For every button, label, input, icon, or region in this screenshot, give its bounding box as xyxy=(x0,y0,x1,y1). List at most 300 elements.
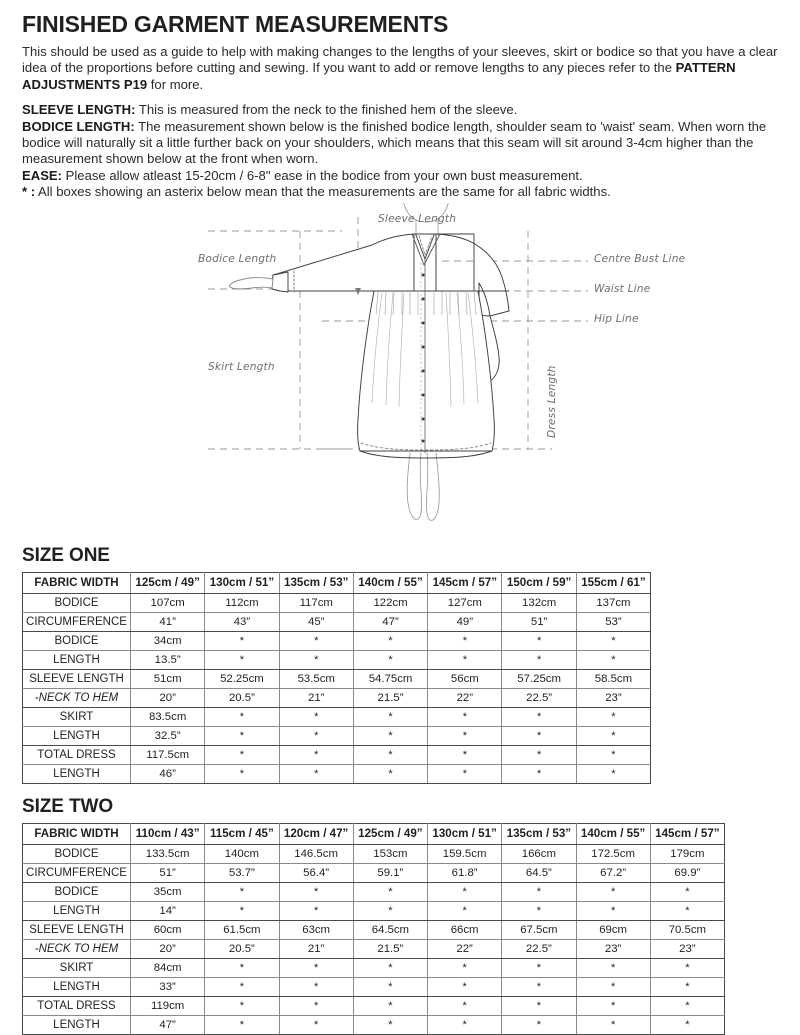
sleeve-length-callout: Sleeve Length xyxy=(378,212,457,225)
hip-line-callout: Hip Line xyxy=(594,312,639,325)
pattern-adjustments-reference: PATTERN ADJUSTMENTS P19 xyxy=(22,60,736,92)
asterisk-marker: * xyxy=(313,999,319,1012)
row-label: LENGTH xyxy=(23,764,131,783)
table-cell xyxy=(650,977,724,996)
sleeve-length-paragraph xyxy=(22,102,778,118)
table-cell: 23” xyxy=(576,939,650,958)
table-cell xyxy=(205,650,279,669)
asterisk-marker: * xyxy=(314,634,319,647)
table-cell xyxy=(353,996,427,1015)
table-cell: 56cm xyxy=(428,669,502,688)
table-cell xyxy=(650,996,724,1015)
table-cell xyxy=(576,996,650,1015)
asterisk-marker: * xyxy=(462,748,467,761)
asterisk-marker: * xyxy=(462,634,467,647)
asterisk-marker: * xyxy=(388,904,393,917)
table-cell xyxy=(428,901,502,920)
row-label: LENGTH xyxy=(23,726,131,745)
bodice-length-text: The measurement shown below is the finished bodice length, shoulder seam to 'waist' seam. When worn the bodice will naturally sit a little further back on your shoulders, which means that this seam will sit around 3-4cm higher than the measurement shown below at the front when worn. xyxy=(22,118,767,167)
table-cell: 53” xyxy=(576,612,650,631)
table-row xyxy=(23,726,651,745)
row-label: TOTAL DRESS xyxy=(23,996,131,1015)
asterisk-marker: * xyxy=(610,1018,616,1031)
asterisk-marker: * xyxy=(313,980,319,993)
intro-tail-text: for more. xyxy=(147,76,204,92)
table-cell: 51” xyxy=(502,612,576,631)
table-cell xyxy=(279,958,353,977)
asterisk-marker: * xyxy=(685,961,690,974)
table-row xyxy=(23,882,725,901)
table-cell: 43” xyxy=(205,612,279,631)
table-cell xyxy=(205,882,279,901)
table-cell: 117cm xyxy=(279,593,353,612)
asterisk-marker: * xyxy=(388,653,393,666)
asterisk-marker: * xyxy=(239,767,245,780)
row-label: BODICE xyxy=(23,844,131,863)
centre-bust-line-callout: Centre Bust Line xyxy=(594,252,686,265)
table-cell xyxy=(502,631,576,650)
table-cell xyxy=(428,996,502,1015)
row-label: SLEEVE LENGTH xyxy=(23,920,131,939)
table-row xyxy=(23,958,725,977)
ease-label: EASE: xyxy=(22,167,63,183)
table-cell: 70.5cm xyxy=(650,920,724,939)
table-cell: 35cm xyxy=(131,882,205,901)
asterisk-marker: * xyxy=(239,729,245,742)
asterisk-marker: * xyxy=(611,653,616,666)
asterix-label: * : xyxy=(22,184,36,200)
dress-garment xyxy=(229,234,509,458)
asterisk-marker: * xyxy=(239,634,245,647)
asterisk-marker: * xyxy=(611,767,616,780)
asterisk-marker: * xyxy=(462,767,467,780)
table-cell: 61.8” xyxy=(428,863,502,882)
asterisk-marker: * xyxy=(536,653,542,666)
table-cell: 32.5” xyxy=(131,726,205,745)
column-header-size-two-6: 140cm / 55” xyxy=(576,823,650,844)
asterisk-marker: * xyxy=(388,885,393,898)
table-cell: 47” xyxy=(353,612,427,631)
table-cell xyxy=(576,745,650,764)
row-label: SKIRT xyxy=(23,958,131,977)
table-cell: 153cm xyxy=(353,844,427,863)
table-cell: 159.5cm xyxy=(428,844,502,863)
row-label: LENGTH xyxy=(23,977,131,996)
row-label: CIRCUMFERENCE xyxy=(23,863,131,882)
table-cell xyxy=(279,726,353,745)
table-cell: 34cm xyxy=(131,631,205,650)
table-row xyxy=(23,920,725,939)
document-page xyxy=(0,11,800,1031)
table-cell xyxy=(428,977,502,996)
asterisk-marker: * xyxy=(610,999,616,1012)
asterisk-marker: * xyxy=(610,961,616,974)
garment-illustration xyxy=(22,203,778,533)
row-label: CIRCUMFERENCE xyxy=(23,612,131,631)
table-cell xyxy=(279,745,353,764)
column-header-size-one-2: 135cm / 53” xyxy=(279,572,353,593)
asterisk-marker: * xyxy=(611,748,616,761)
table-cell: 49” xyxy=(428,612,502,631)
table-cell xyxy=(205,958,279,977)
column-header-size-two-0: 110cm / 43” xyxy=(131,823,205,844)
table-cell xyxy=(279,1015,353,1034)
table-cell xyxy=(279,707,353,726)
table-cell xyxy=(205,977,279,996)
table-header-row xyxy=(23,823,725,844)
intro-paragraph xyxy=(22,44,778,93)
table-cell xyxy=(353,958,427,977)
asterisk-marker: * xyxy=(536,748,542,761)
table-cell: 20” xyxy=(131,688,205,707)
table-cell xyxy=(353,1015,427,1034)
table-row xyxy=(23,707,651,726)
asterisk-marker: * xyxy=(462,999,467,1012)
asterisk-marker: * xyxy=(388,729,393,742)
table-cell: 20” xyxy=(131,939,205,958)
table-row xyxy=(23,901,725,920)
table-cell: 21.5” xyxy=(353,939,427,958)
asterisk-marker: * xyxy=(536,980,542,993)
asterisk-marker: * xyxy=(611,729,616,742)
row-label: BODICE xyxy=(23,882,131,901)
table-cell: 179cm xyxy=(650,844,724,863)
ease-text: Please allow atleast 15-20cm / 6-8" ease in the bodice from your own bust measurement. xyxy=(62,167,583,183)
table-cell xyxy=(576,1015,650,1034)
row-label: -NECK TO HEM xyxy=(23,939,131,958)
size-two-table xyxy=(22,823,725,1035)
table-cell xyxy=(576,882,650,901)
asterix-text: All boxes showing an asterix below mean that the measurements are the same for all fabric widths. xyxy=(35,184,611,200)
table-cell: 127cm xyxy=(428,593,502,612)
table-cell: 117.5cm xyxy=(131,745,205,764)
column-header-size-two-5: 135cm / 53” xyxy=(502,823,576,844)
asterisk-marker: * xyxy=(462,729,467,742)
table-cell: 57.25cm xyxy=(502,669,576,688)
table-cell: 64.5” xyxy=(502,863,576,882)
table-row xyxy=(23,612,651,631)
table-cell: 41” xyxy=(131,612,205,631)
asterisk-marker: * xyxy=(314,653,319,666)
table-cell xyxy=(576,764,650,783)
asterisk-marker: * xyxy=(239,885,245,898)
table-cell xyxy=(353,977,427,996)
asterisk-marker: * xyxy=(685,904,690,917)
table-cell: 61.5cm xyxy=(205,920,279,939)
asterisk-marker: * xyxy=(685,980,690,993)
table-row xyxy=(23,939,725,958)
table-cell xyxy=(576,631,650,650)
row-label: -NECK TO HEM xyxy=(23,688,131,707)
table-cell: 133.5cm xyxy=(131,844,205,863)
table-cell: 51cm xyxy=(131,669,205,688)
size-two-body xyxy=(23,823,725,1034)
table-cell: 23” xyxy=(576,688,650,707)
table-cell: 83.5cm xyxy=(131,707,205,726)
asterisk-marker: * xyxy=(462,885,467,898)
table-cell xyxy=(650,901,724,920)
table-cell: 146.5cm xyxy=(279,844,353,863)
asterisk-marker: * xyxy=(239,653,245,666)
row-label: BODICE xyxy=(23,631,131,650)
table-cell xyxy=(502,882,576,901)
skirt-length-callout: Skirt Length xyxy=(208,360,275,373)
asterisk-marker: * xyxy=(388,767,393,780)
row-label: SLEEVE LENGTH xyxy=(23,669,131,688)
asterisk-marker: * xyxy=(388,634,393,647)
table-cell xyxy=(650,958,724,977)
sleeve-length-label: SLEEVE LENGTH: xyxy=(22,102,136,118)
bodice-length-label: BODICE LENGTH: xyxy=(22,118,135,134)
table-header-row xyxy=(23,572,651,593)
table-cell xyxy=(353,726,427,745)
table-cell: 21.5” xyxy=(353,688,427,707)
table-row xyxy=(23,650,651,669)
asterisk-marker: * xyxy=(314,767,319,780)
column-header-size-one-5: 150cm / 59” xyxy=(502,572,576,593)
table-cell xyxy=(353,707,427,726)
asterisk-marker: * xyxy=(239,904,245,917)
table-cell: 13.5” xyxy=(131,650,205,669)
table-cell xyxy=(353,631,427,650)
column-header-size-one-4: 145cm / 57” xyxy=(428,572,502,593)
table-cell xyxy=(428,764,502,783)
asterisk-marker: * xyxy=(462,980,467,993)
asterisk-marker: * xyxy=(462,961,467,974)
asterisk-marker: * xyxy=(462,653,467,666)
asterisk-marker: * xyxy=(313,1018,319,1031)
table-row xyxy=(23,863,725,882)
table-cell xyxy=(650,1015,724,1034)
row-label: LENGTH xyxy=(23,1015,131,1034)
intro-text: This should be used as a guide to help with making changes to the lengths of your sleeves, skirt or bodice so that you have a clear idea of the proportions before cutting and sewing. If you want to add or remove lengths to any pieces refer to the xyxy=(22,44,778,76)
table-row xyxy=(23,996,725,1015)
table-cell: 51” xyxy=(131,863,205,882)
table-cell: 46” xyxy=(131,764,205,783)
waist-line-callout: Waist Line xyxy=(594,282,651,295)
asterisk-marker: * xyxy=(610,980,616,993)
row-label: LENGTH xyxy=(23,901,131,920)
table-cell xyxy=(502,901,576,920)
asterisk-marker: * xyxy=(536,999,542,1012)
asterisk-marker: * xyxy=(239,1018,245,1031)
table-row xyxy=(23,1015,725,1034)
size-two-title: SIZE TWO xyxy=(22,795,114,817)
sleeve-length-text: This is measured from the neck to the finished hem of the sleeve. xyxy=(135,102,518,118)
asterisk-marker: * xyxy=(313,961,319,974)
table-row xyxy=(23,593,651,612)
table-cell: 107cm xyxy=(131,593,205,612)
table-cell: 67.2” xyxy=(576,863,650,882)
definitions-block xyxy=(22,102,778,200)
row-label: BODICE xyxy=(23,593,131,612)
table-cell: 66cm xyxy=(428,920,502,939)
table-cell: 22.5” xyxy=(502,688,576,707)
column-header-size-one-0: 125cm / 49” xyxy=(131,572,205,593)
table-row xyxy=(23,844,725,863)
table-cell xyxy=(576,958,650,977)
asterisk-marker: * xyxy=(685,1018,690,1031)
table-cell: 21” xyxy=(279,688,353,707)
table-cell xyxy=(205,1015,279,1034)
table-cell: 69.9” xyxy=(650,863,724,882)
asterisk-marker: * xyxy=(388,1018,393,1031)
ease-paragraph xyxy=(22,168,778,184)
table-cell: 33” xyxy=(131,977,205,996)
size-one-title: SIZE ONE xyxy=(22,544,110,566)
asterisk-marker: * xyxy=(610,885,616,898)
table-cell: 112cm xyxy=(205,593,279,612)
table-cell: 63cm xyxy=(279,920,353,939)
asterisk-marker: * xyxy=(536,885,542,898)
table-cell xyxy=(205,764,279,783)
asterix-paragraph xyxy=(22,184,778,200)
table-cell xyxy=(205,996,279,1015)
table-cell: 67.5cm xyxy=(502,920,576,939)
table-cell: 56.4” xyxy=(279,863,353,882)
table-cell xyxy=(279,977,353,996)
table-cell: 47” xyxy=(131,1015,205,1034)
dress-length-callout: Dress Length xyxy=(546,365,558,438)
table-cell xyxy=(205,745,279,764)
table-cell xyxy=(279,631,353,650)
table-cell xyxy=(576,707,650,726)
table-cell: 166cm xyxy=(502,844,576,863)
asterisk-marker: * xyxy=(536,710,542,723)
table-cell xyxy=(353,745,427,764)
row-label: TOTAL DRESS xyxy=(23,745,131,764)
table-cell xyxy=(502,650,576,669)
asterisk-marker: * xyxy=(314,748,319,761)
table-cell xyxy=(428,726,502,745)
table-cell xyxy=(279,764,353,783)
asterisk-marker: * xyxy=(462,904,467,917)
table-cell: 122cm xyxy=(353,593,427,612)
table-cell: 20.5” xyxy=(205,939,279,958)
asterisk-marker: * xyxy=(685,999,690,1012)
table-cell xyxy=(428,650,502,669)
table-cell xyxy=(576,901,650,920)
table-cell: 59.1” xyxy=(353,863,427,882)
table-cell xyxy=(353,764,427,783)
table-row xyxy=(23,631,651,650)
sleeve-length-arrow xyxy=(355,288,361,295)
table-cell xyxy=(576,650,650,669)
table-row xyxy=(23,764,651,783)
asterisk-marker: * xyxy=(536,767,542,780)
table-cell: 172.5cm xyxy=(576,844,650,863)
table-cell xyxy=(353,882,427,901)
table-cell xyxy=(502,1015,576,1034)
table-cell xyxy=(502,707,576,726)
table-cell xyxy=(205,707,279,726)
asterisk-marker: * xyxy=(313,885,319,898)
asterisk-marker: * xyxy=(611,634,616,647)
row-label: SKIRT xyxy=(23,707,131,726)
table-cell: 14” xyxy=(131,901,205,920)
asterisk-marker: * xyxy=(314,710,319,723)
table-cell: 22” xyxy=(428,939,502,958)
table-cell: 137cm xyxy=(576,593,650,612)
table-cell: 45” xyxy=(279,612,353,631)
column-header-size-one-1: 130cm / 51” xyxy=(205,572,279,593)
table-row xyxy=(23,977,725,996)
asterisk-marker: * xyxy=(388,748,393,761)
table-cell xyxy=(279,650,353,669)
column-header-size-two-3: 125cm / 49” xyxy=(353,823,427,844)
asterisk-marker: * xyxy=(239,999,245,1012)
table-cell xyxy=(205,726,279,745)
column-header-size-two-7: 145cm / 57” xyxy=(650,823,724,844)
asterisk-marker: * xyxy=(239,961,245,974)
table-cell: 53.5cm xyxy=(279,669,353,688)
table-cell: 54.75cm xyxy=(353,669,427,688)
column-header-size-two-4: 130cm / 51” xyxy=(428,823,502,844)
asterisk-marker: * xyxy=(611,710,616,723)
asterisk-marker: * xyxy=(313,904,319,917)
asterisk-marker: * xyxy=(610,904,616,917)
table-cell: 53.7” xyxy=(205,863,279,882)
table-cell: 21” xyxy=(279,939,353,958)
column-header-size-two-2: 120cm / 47” xyxy=(279,823,353,844)
table-cell: 23” xyxy=(650,939,724,958)
asterisk-marker: * xyxy=(536,961,542,974)
table-cell xyxy=(428,1015,502,1034)
size-one-body xyxy=(23,572,651,783)
table-cell xyxy=(502,726,576,745)
asterisk-marker: * xyxy=(462,710,467,723)
asterisk-marker: * xyxy=(536,729,542,742)
table-cell: 64.5cm xyxy=(353,920,427,939)
table-cell xyxy=(576,977,650,996)
asterisk-marker: * xyxy=(239,980,245,993)
table-cell xyxy=(428,707,502,726)
column-header-size-one-6: 155cm / 61” xyxy=(576,572,650,593)
table-cell xyxy=(205,631,279,650)
table-cell: 22.5” xyxy=(502,939,576,958)
bodice-length-callout: Bodice Length xyxy=(198,252,277,265)
table-row xyxy=(23,745,651,764)
table-cell xyxy=(205,901,279,920)
asterisk-marker: * xyxy=(685,885,690,898)
table-cell xyxy=(279,901,353,920)
column-header-fabric-width: FABRIC WIDTH xyxy=(23,572,131,593)
table-cell: 52.25cm xyxy=(205,669,279,688)
asterisk-marker: * xyxy=(462,1018,467,1031)
table-cell xyxy=(502,958,576,977)
size-one-table xyxy=(22,572,651,784)
table-row xyxy=(23,688,651,707)
table-cell xyxy=(279,996,353,1015)
table-cell xyxy=(428,958,502,977)
table-cell: 69cm xyxy=(576,920,650,939)
asterisk-marker: * xyxy=(536,634,542,647)
table-cell: 20.5” xyxy=(205,688,279,707)
table-cell xyxy=(502,764,576,783)
asterisk-marker: * xyxy=(388,999,393,1012)
table-cell xyxy=(650,882,724,901)
table-row xyxy=(23,669,651,688)
table-cell xyxy=(353,901,427,920)
row-label: LENGTH xyxy=(23,650,131,669)
table-cell xyxy=(428,882,502,901)
asterisk-marker: * xyxy=(388,980,393,993)
table-cell xyxy=(502,745,576,764)
table-cell: 140cm xyxy=(205,844,279,863)
table-cell xyxy=(502,977,576,996)
asterisk-marker: * xyxy=(536,904,542,917)
table-cell: 119cm xyxy=(131,996,205,1015)
